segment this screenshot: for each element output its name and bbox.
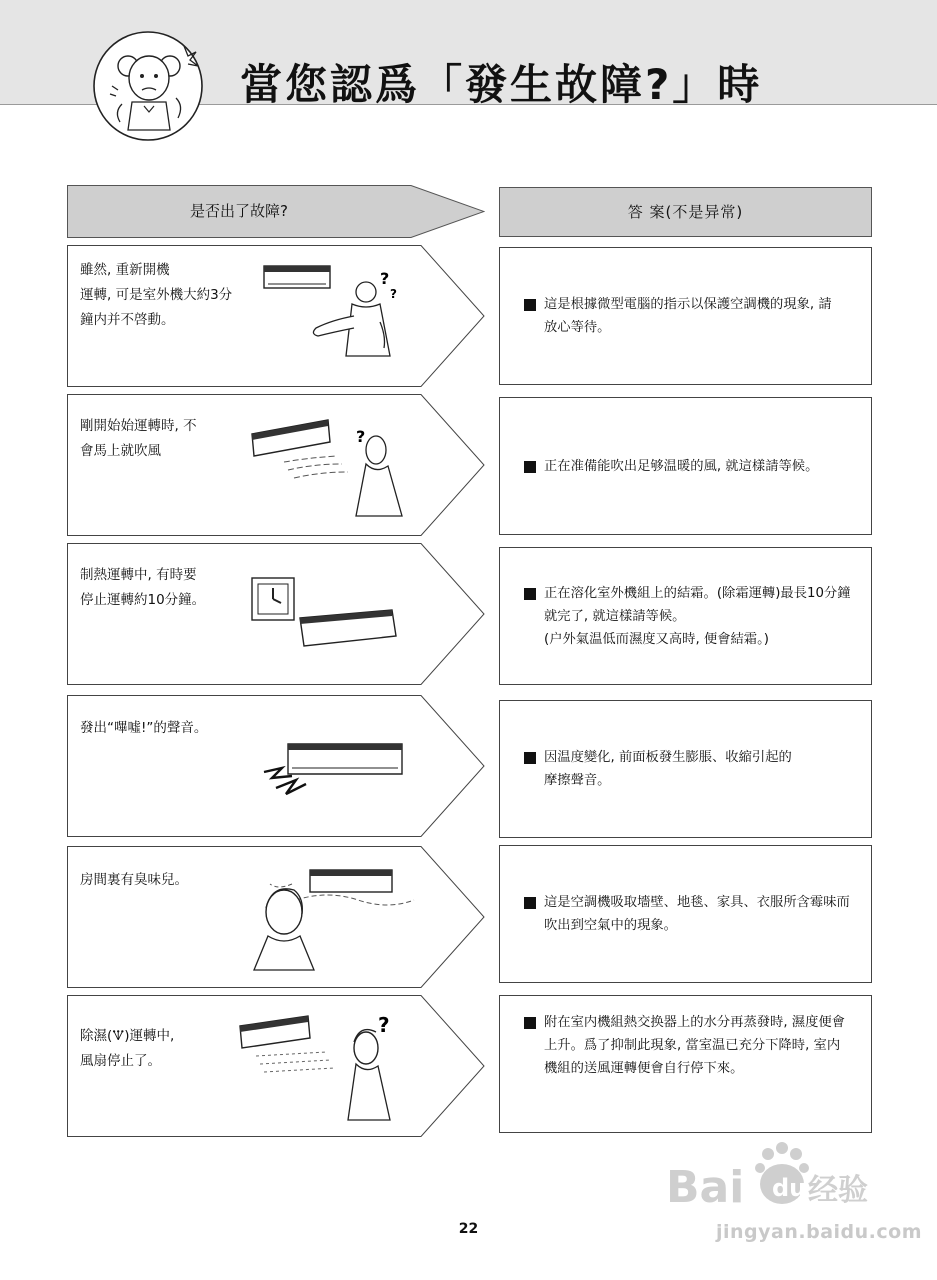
air-conditioner-odor-woman-icon	[248, 864, 420, 972]
svg-text:?: ?	[390, 287, 397, 301]
bullet-square-icon	[524, 588, 536, 600]
answer-box-6	[499, 995, 872, 1133]
question-header-label: 是否出了故障?	[190, 202, 288, 220]
svg-text:?: ?	[378, 1013, 390, 1037]
svg-text:du: du	[772, 1174, 807, 1202]
answer-text-5: 這是空調機吸取墻壁、地毯、家具、衣服所含霉味而 吹出到空氣中的現象。	[544, 895, 850, 933]
bullet-square-icon	[524, 461, 536, 473]
svg-text:?: ?	[380, 269, 390, 288]
question-text-2: 剛開始始運轉時, 不 會馬上就吹風	[80, 418, 197, 459]
baidu-jingyan-watermark-logo	[660, 1138, 890, 1224]
answer-box-1	[499, 247, 872, 385]
question-text-6: 除濕(🝢)運轉中, 風扇停止了。	[80, 1028, 175, 1069]
air-conditioner-airflow-icon	[248, 412, 418, 518]
answer-text-4: 因温度變化, 前面板發生膨脹、收縮引起的 摩擦聲音。	[544, 750, 792, 788]
answer-box-5	[499, 845, 872, 983]
answer-text-2: 正在准備能吹出足够温暖的風, 就這樣請等候。	[544, 458, 819, 474]
answer-box-3	[499, 547, 872, 685]
svg-text:经验: 经验	[808, 1173, 868, 1208]
answer-text-3: 正在溶化室外機組上的結霜。(除霜運轉)最長10分鐘 就完了, 就這樣請等候。 (户外氣温低而濕度又高時, 便會結霜。)	[544, 585, 851, 647]
question-text-3: 制熱運轉中, 有時要 停止運轉約10分鐘。	[80, 567, 206, 608]
air-conditioner-confused-man-icon	[262, 262, 412, 358]
bullet-square-icon	[524, 1017, 536, 1029]
answer-header: 答 案(不是异常)	[499, 187, 872, 237]
question-text-5: 房間裏有臭味兒。	[80, 872, 188, 888]
answer-text-1: 這是根據微型電腦的指示以保護空調機的現象, 請 放心等待。	[544, 297, 832, 335]
page-title: 當您認爲「發生故障?」時	[240, 60, 763, 109]
answer-text-6: 附在室内機組熱交换器上的水分再蒸發時, 濕度便會 上升。爲了抑制此現象, 當室温已充分下降時, 室内 機組的送風運轉便會自行停下來。	[544, 1015, 845, 1076]
air-conditioner-dehumidify-woman-icon	[236, 1012, 406, 1124]
question-text-1: 雖然, 重新開機 運轉, 可是室外機大約3分 鐘内并不啓動。	[80, 262, 233, 328]
bullet-square-icon	[524, 897, 536, 909]
air-conditioner-cracking-sound-icon	[262, 738, 408, 806]
bullet-square-icon	[524, 299, 536, 311]
question-text-4: 發出“嗶噓!”的聲音。	[80, 720, 208, 736]
clock-and-air-conditioner-icon	[250, 574, 400, 654]
svg-text:Bai: Bai	[666, 1162, 745, 1213]
answer-box-2	[499, 397, 872, 535]
bullet-square-icon	[524, 752, 536, 764]
svg-text:?: ?	[356, 427, 366, 446]
worried-girl-mascot-icon	[92, 26, 204, 142]
watermark-url: jingyan.baidu.com	[716, 1221, 922, 1243]
page-number: 22	[458, 1221, 479, 1237]
answer-box-4	[499, 700, 872, 838]
